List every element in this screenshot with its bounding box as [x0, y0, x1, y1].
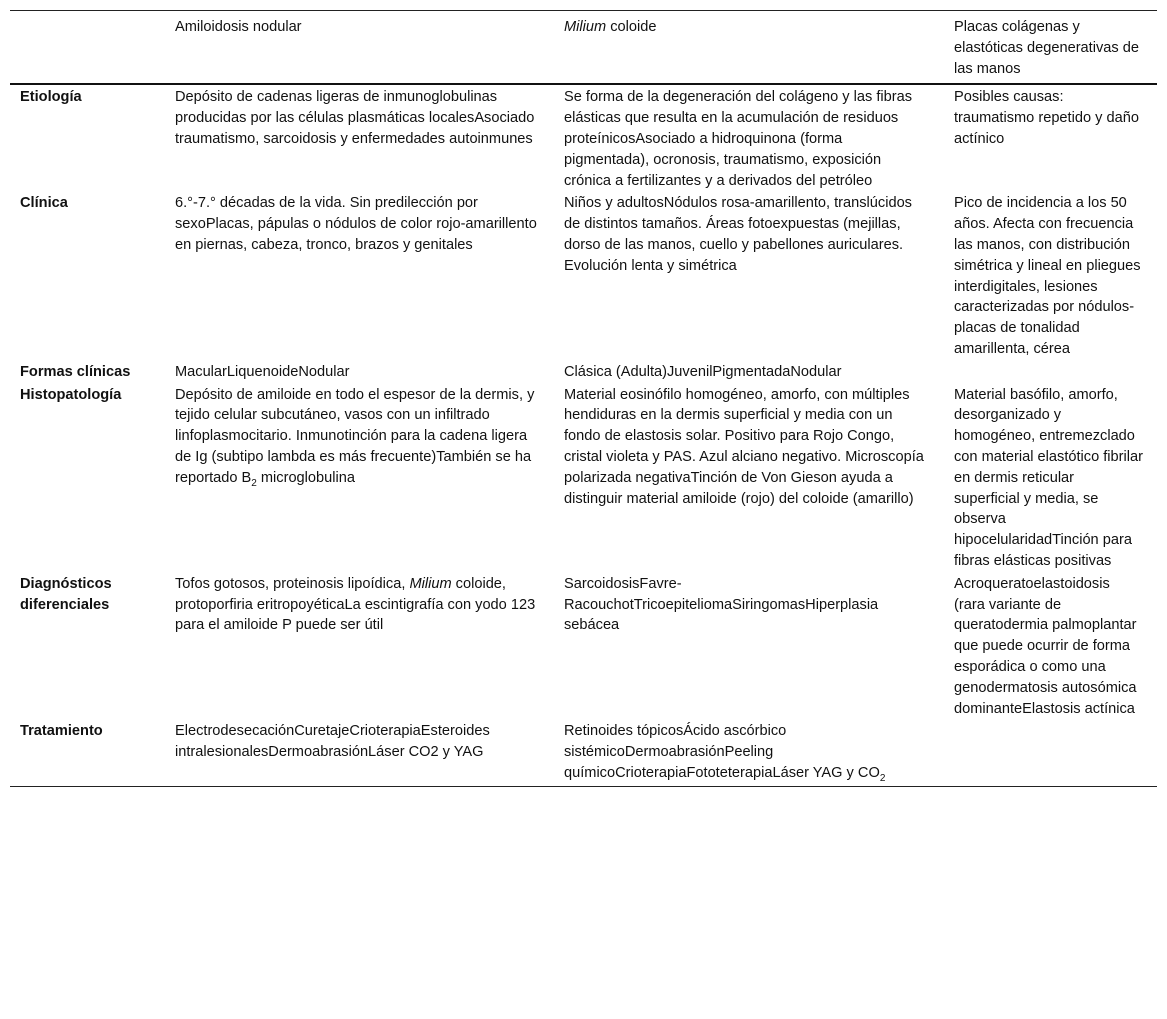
row-label: Tratamiento: [20, 723, 103, 740]
header-amiloidosis: Amiloidosis nodular: [175, 19, 302, 35]
cell: ElectrodesecaciónCuretajeCrioterapiaEsteroides intralesionalesDermoabrasiónLáser CO2 y YAG: [175, 723, 490, 761]
table-row: [10, 383, 1157, 572]
row-label: Histopatología: [20, 386, 122, 403]
cell: MacularLiquenoideNodular: [175, 363, 350, 380]
cell-text: Depósito de amiloide en todo el espesor de la dermis, y tejido celular subcutáneo, vasos con un infiltrado linfoplasmocitario. Inmunotinción para la cadena ligera de Ig (subtipo lambda es más frecuente)También se ha reportado B: [175, 386, 535, 486]
table-row: [10, 360, 1157, 383]
cell: [944, 719, 1157, 786]
table-row: [10, 572, 1157, 720]
row-label: Etiología: [20, 89, 82, 106]
cell: [165, 572, 554, 720]
cell-text: microglobulina: [256, 469, 355, 486]
cell: Niños y adultosNódulos rosa-amarillento, translúcidos de distintos tamaños. Áreas fotoexpuestas (mejillas, dorso de las manos, cuello y pabellones auriculares. Evolución lenta y simétrica: [564, 195, 912, 274]
cell: Se forma de la degeneración del colágeno y las fibras elásticas que resulta en la acumulación de residuos proteínicosAsociado a hidroquinona (forma pigmentada), ocronosis, traumatismo, exposición crónica a fertilizantes y a derivados del petróleo: [564, 89, 913, 189]
cell: [165, 383, 554, 572]
cell: [944, 360, 1157, 383]
table-row: [10, 719, 1157, 786]
cell: Pico de incidencia a los 50 años. Afecta con frecuencia las manos, con distribución simétrica y lineal en pliegues interdigitales, lesiones caracterizadas por nódulos-placas de tonalidad amarillenta, cérea: [954, 195, 1141, 357]
cell: Depósito de cadenas ligeras de inmunoglobulinas producidas por las células plasmáticas localesAsociado traumatismo, sarcoidosis y enfermedades autoinmunes: [175, 89, 535, 147]
table-row: [10, 84, 1157, 191]
comparison-table: [10, 10, 1157, 787]
cell: Clásica (Adulta)JuvenilPigmentadaNodular: [564, 363, 842, 380]
cell: Acroqueratoelastoidosis (rara variante de queratodermia palmoplantar que puede ocurrir de forma esporádica o como una genodermatosis autosómica dominanteElastosis actínica: [954, 575, 1137, 717]
subscript: 2: [879, 772, 886, 784]
cell-text: coloide, protoporfiria eritropoyéticaLa escintigrafía con yodo 123 para el amiloide P puede ser útil: [175, 575, 536, 634]
row-label: Formas clínicas: [20, 363, 131, 380]
header-milium-italic: Milium: [564, 19, 607, 35]
row-label: Clínica: [20, 195, 68, 212]
table-row: [10, 191, 1157, 359]
cell: 6.°-7.° décadas de la vida. Sin predilección por sexoPlacas, pápulas o nódulos de color rojo-amarillento en piernas, cabeza, tronco, brazos y genitales: [175, 195, 537, 253]
cell: SarcoidosisFavre-RacouchotTricoepiteliomaSiringomasHiperplasia sebácea: [564, 575, 879, 634]
header-row: [10, 11, 1157, 85]
header-placas: Placas colágenas y elastóticas degenerativas de las manos: [954, 19, 1139, 77]
header-empty: [10, 11, 165, 85]
cell: Material basófilo, amorfo, desorganizado y homogéneo, entremezclado con material elastótico fibrilar en dermis reticular superficial y media, se observa hipocelularidadTinción para fibras elásticas positivas: [954, 386, 1143, 569]
cell: Posibles causas: traumatismo repetido y daño actínico: [954, 89, 1139, 147]
cell: [554, 719, 944, 786]
cell: Material eosinófilo homogéneo, amorfo, con múltiples hendiduras en la dermis superficial y media con un fondo de elastosis solar. Positivo para Rojo Congo, cristal violeta y PAS. Azul alciano negativo. Microscopía polarizada negativaTinción de Von Gieson ayuda a distinguir material amiloide (rojo) del coloide (amarillo): [564, 386, 924, 507]
subscript: 2: [251, 477, 257, 489]
cell-italic: Milium: [409, 575, 452, 592]
header-milium-rest: coloide: [606, 19, 657, 35]
header-milium: [554, 11, 944, 85]
cell-text: Tofos gotosos, proteinosis lipoídica,: [175, 575, 410, 592]
row-label: Diagnósticos diferenciales: [20, 575, 112, 613]
cell-text: Retinoides tópicosÁcido ascórbico sistémicoDermoabrasiónPeeling químicoCrioterapiaFototeterapiaLáser YAG y CO: [564, 723, 880, 781]
